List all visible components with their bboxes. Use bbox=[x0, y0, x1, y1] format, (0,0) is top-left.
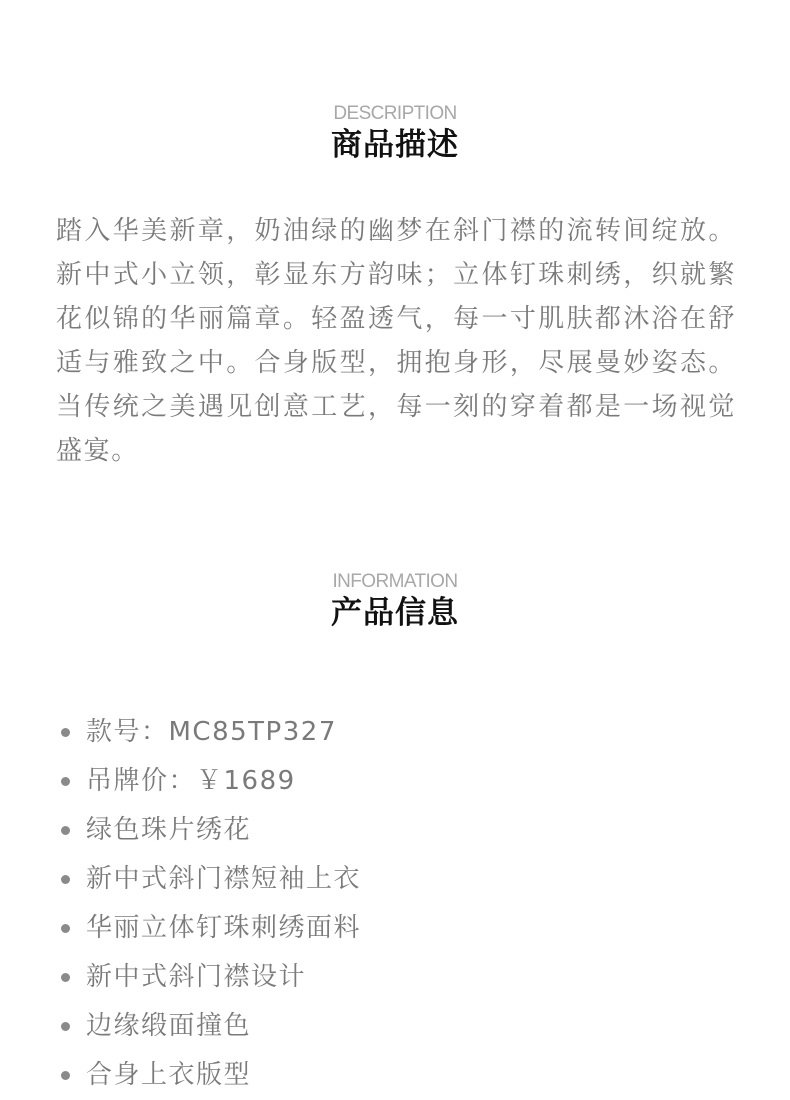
info-item-feature bbox=[58, 953, 758, 1002]
description-header bbox=[0, 103, 790, 165]
info-item-text: 吊牌价：￥1689 bbox=[86, 766, 296, 796]
info-item-text: 新中式斜门襟设计 bbox=[86, 962, 307, 992]
info-item-feature bbox=[58, 806, 758, 855]
bullet-icon bbox=[61, 924, 70, 933]
bullet-icon bbox=[61, 777, 70, 786]
info-item-tag-price bbox=[58, 757, 758, 806]
bullet-icon bbox=[61, 826, 70, 835]
information-eyebrow: INFORMATION bbox=[332, 571, 458, 592]
bullet-icon bbox=[61, 728, 70, 737]
product-description-text: 踏入华美新章，奶油绿的幽梦在斜门襟的流转间绽放。新中式小立领，彰显东方韵味；立体钉珠刺绣，织就繁花似锦的华丽篇章。轻盈透气，每一寸肌肤都沐浴在舒适与雅致之中。合身版型，拥抱身形，尽展曼妙姿态。当传统之美遇见创意工艺，每一刻的穿着都是一场视觉盛宴。 bbox=[56, 216, 736, 466]
info-item-text: 款号：MC85TP327 bbox=[86, 717, 337, 747]
description-title: 商品描述 bbox=[331, 127, 459, 163]
info-item-text: 合身上衣版型 bbox=[86, 1060, 252, 1090]
info-item-style-number bbox=[58, 708, 758, 757]
info-item-feature bbox=[58, 904, 758, 953]
description-eyebrow: DESCRIPTION bbox=[333, 103, 457, 124]
info-item-feature bbox=[58, 1051, 758, 1100]
info-item-text: 边缘缎面撞色 bbox=[86, 1011, 252, 1041]
info-item-text: 绿色珠片绣花 bbox=[86, 815, 252, 845]
bullet-icon bbox=[61, 875, 70, 884]
bullet-icon bbox=[61, 1022, 70, 1031]
bullet-icon bbox=[61, 973, 70, 982]
bullet-icon bbox=[61, 1071, 70, 1080]
info-item-text: 华丽立体钉珠刺绣面料 bbox=[86, 913, 362, 943]
info-item-feature bbox=[58, 1002, 758, 1051]
info-item-text: 新中式斜门襟短袖上衣 bbox=[86, 864, 362, 894]
information-title: 产品信息 bbox=[331, 595, 459, 631]
product-info-list bbox=[58, 708, 758, 1100]
info-item-feature bbox=[58, 855, 758, 904]
information-header bbox=[0, 571, 790, 633]
